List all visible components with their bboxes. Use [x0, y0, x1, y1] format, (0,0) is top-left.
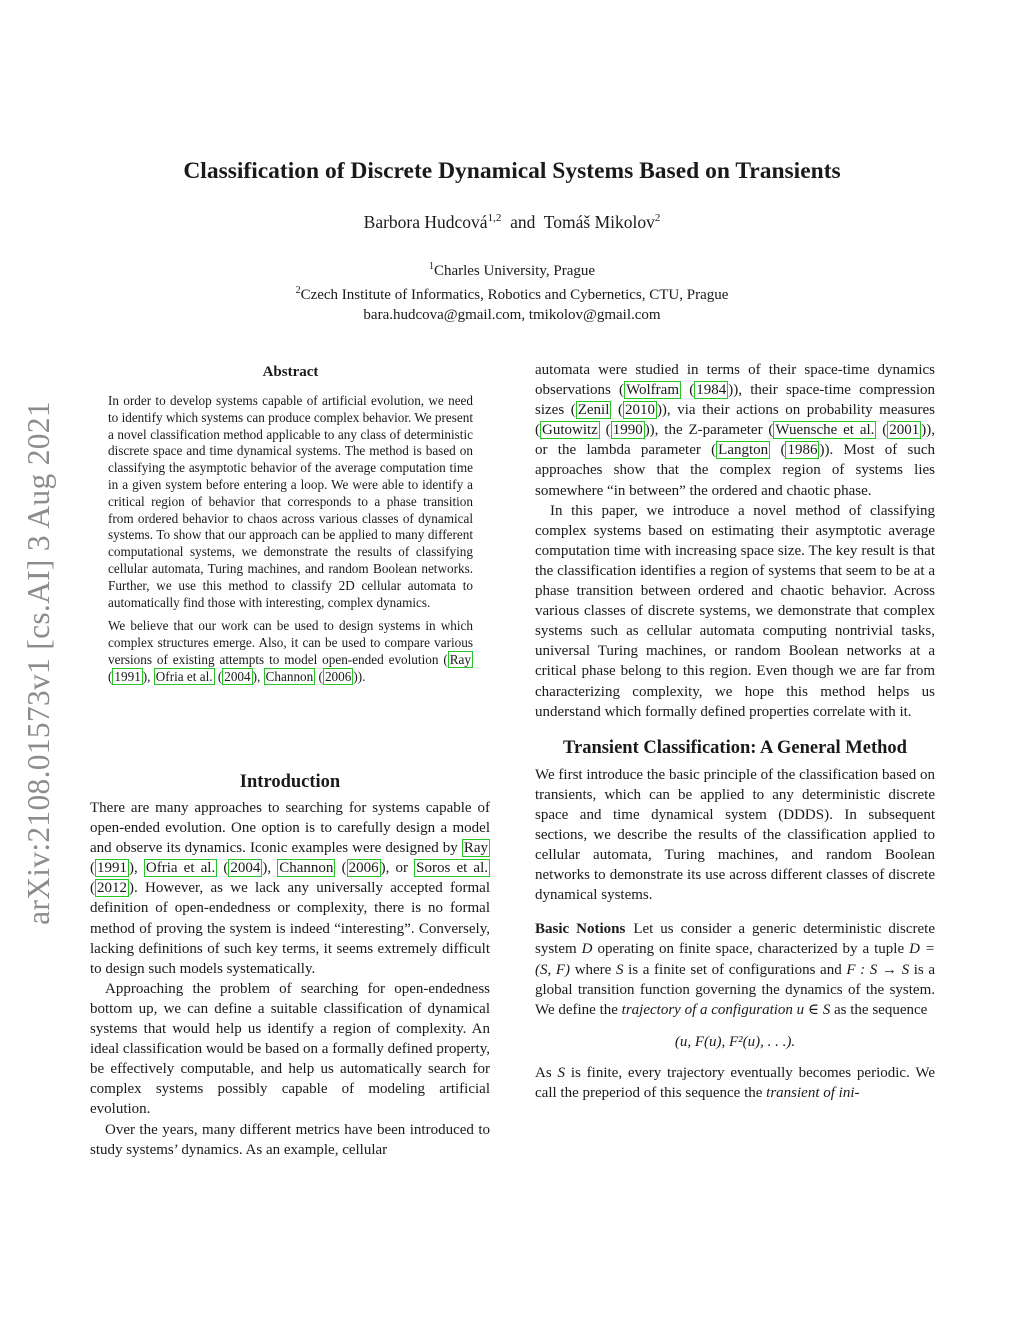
cite-langton[interactable]: Langton	[718, 442, 769, 459]
affiliation-2	[0, 281, 1024, 305]
equation-trajectory: (u, F(u), F²(u), . . .).	[674, 1033, 796, 1050]
cite-ray[interactable]: Ray	[463, 840, 488, 857]
authors	[0, 212, 1024, 233]
abstract	[108, 364, 473, 693]
cite-2010[interactable]: 2010	[624, 402, 655, 419]
intro-p3: Over the years, many different metrics have been introduced to study systems’ dynamics. As an example, cellular	[90, 1121, 490, 1158]
author-2-sup: 2	[654, 212, 661, 225]
affiliation-1-num: 1	[428, 261, 434, 272]
arxiv-stamp-text: arXiv:2108.01573v1 [cs.AI] 3 Aug 2021	[21, 401, 56, 925]
cite-2004[interactable]: 2004	[230, 860, 261, 877]
author-1: Barbora Hudcová	[363, 212, 488, 232]
authors-and: and	[510, 212, 536, 232]
author-2: Tomáš Mikolov	[543, 212, 655, 232]
cite-ofria[interactable]: Ofria et al.	[155, 668, 213, 684]
cite-1991[interactable]: 1991	[97, 860, 127, 877]
cite-2001[interactable]: 2001	[889, 422, 920, 439]
right-p2: In this paper, we introduce a novel method of classifying complex systems based on estimating their asymptotic average computation time with increasing space size. The key result is that the classification identifies a region of systems that seem to be at a phase transition between ordered and chaotic behavior. Across various classes of discrete systems, we demonstrate that complex systems such as cellular automata computing nontrivial tasks, universal Turing machines, or random Boolean networks at a critical phase belong to this region. Even though we are far from characterizing complexity, we hope this method helps us understand which formally defined properties correlate with it.	[535, 502, 935, 720]
author-1-sup: 1,2	[487, 212, 502, 225]
cite-wolfram[interactable]: Wolfram	[626, 382, 680, 399]
cite-channon[interactable]: Channon	[279, 860, 334, 877]
cite-channon[interactable]: Channon	[265, 668, 314, 684]
arxiv-stamp	[14, 368, 64, 958]
cite-2012[interactable]: 2012	[97, 880, 127, 897]
cite-ofria[interactable]: Ofria et al.	[145, 860, 216, 877]
affiliation-2-text: Czech Institute of Informatics, Robotics and Cybernetics, CTU, Prague	[300, 287, 729, 303]
cite-2004[interactable]: 2004	[224, 668, 251, 684]
cite-1991[interactable]: 1991	[114, 668, 141, 684]
right-p4: Basic Notions Let us consider a generic deterministic discrete system D operating on finite space, characterized by a tuple D = (S, F) where S is a finite set of configurations and F : S → S is a global transition function governing the dynamics of the system. We define the trajectory of a configuration u ∈ S as the sequence	[535, 921, 936, 1018]
paper-title: Classification of Discrete Dynamical Systems Based on Transients	[183, 158, 841, 184]
cite-1990[interactable]: 1990	[612, 422, 643, 439]
intro-p2: Approaching the problem of searching for open-endedness bottom up, we can define a suitable classification of dynamical systems that would help us identify a region of complexity. An ideal classification would be based on a formally defined property, be effectively computable, and help us automatically search for complex systems possibly capable of modeling artificial evolution.	[90, 980, 490, 1118]
cite-zenil[interactable]: Zenil	[577, 402, 610, 419]
left-column	[90, 772, 490, 1160]
cite-soros[interactable]: Soros et al.	[416, 860, 488, 877]
affiliation-2-num: 2	[295, 285, 301, 296]
abstract-p1: In order to develop systems capable of artificial evolution, we need to identify which systems can produce complex behavior. We present a novel classification method applicable to any class of deterministic discrete space and time dynamical systems. The method is based on classifying the asymptotic behavior of the average computation time in a given system before entering a loop. We were able to identify a critical region of behavior that corresponds to a phase transition from ordered behavior to chaos across various classes of dynamical systems. To show that our approach can be applied to many different computational systems, we demonstrate the results of classifying cellular automata, Turing machines, and random Boolean networks. Further, we use this method to classify 2D cellular automata to automatically find those with interesting, complex dynamics.	[108, 393, 473, 610]
affiliations	[0, 257, 1024, 325]
affiliation-1-text: Charles University, Prague	[433, 263, 596, 279]
method-heading: Transient Classification: A General Method	[563, 737, 907, 758]
right-p3: We first introduce the basic principle of the classification based on transients, which can be applied to any deterministic discrete space and time dynamical system (DDDS). In subsequent sections, we describe the results of the classification applied to cellular automata, Turing machines, and random Boolean networks to demonstrate its use across different classes of discrete dynamical systems.	[535, 766, 935, 904]
cite-wuensche[interactable]: Wuensche et al.	[775, 422, 875, 439]
cite-1984[interactable]: 1984	[696, 382, 727, 399]
cite-1986[interactable]: 1986	[787, 442, 818, 459]
emails: bara.hudcova@gmail.com, tmikolov@gmail.com	[363, 307, 661, 323]
right-p1: automata were studied in terms of their space-time dynamics observations ( Wolfram ( 1984 )), their space-time compression sizes ( Zenil ( 2010 )), via their actions on probability measures ( Gutowitz ( 1990 )), the Z-parameter ( Wuensche et al. ( 2001 )), or the lambda parameter ( Langton ( 1986 )). Most of such approaches show that the complex region of systems lies somewhere “in between” the ordered and chaotic phase.	[535, 362, 936, 499]
affiliation-1	[0, 257, 1024, 281]
cite-2006[interactable]: 2006	[348, 860, 379, 877]
intro-p1: There are many approaches to searching for systems capable of open-ended evolution. One option is to carefully design a model and observe its dynamics. Iconic examples were designed by Ray ( 1991 ), Ofria et al. ( 2004 ), Channon ( 2006 ), or Soros et al. ( 2012 ). However, as we lack any universally accepted formal definition of open-endedness or complexity, there is no formal method of proving the system is indeed “interesting”. Conversely, lacking definitions of such key terms, it seems extremely difficult to design such models systematically.	[90, 800, 490, 977]
cite-2006[interactable]: 2006	[324, 668, 352, 684]
basic-notions-lead: Basic Notions	[535, 921, 626, 938]
abstract-heading: Abstract	[262, 364, 319, 380]
cite-gutowitz[interactable]: Gutowitz	[542, 422, 598, 439]
intro-heading: Introduction	[239, 772, 341, 792]
abstract-p2: We believe that our work can be used to design systems in which complex structures emerge. Also, it can be used to compare various versions of existing attempts to model open-ended evolution ( Ray ( 1991 ), Ofria et al. ( 2004 ), Channon ( 2006 )).	[108, 618, 473, 684]
right-p5: As S is finite, every trajectory eventually becomes periodic. We call the preperiod of this sequence the transient of ini-	[535, 1064, 935, 1101]
cite-ray[interactable]: Ray	[449, 651, 471, 667]
right-column	[535, 360, 935, 1103]
